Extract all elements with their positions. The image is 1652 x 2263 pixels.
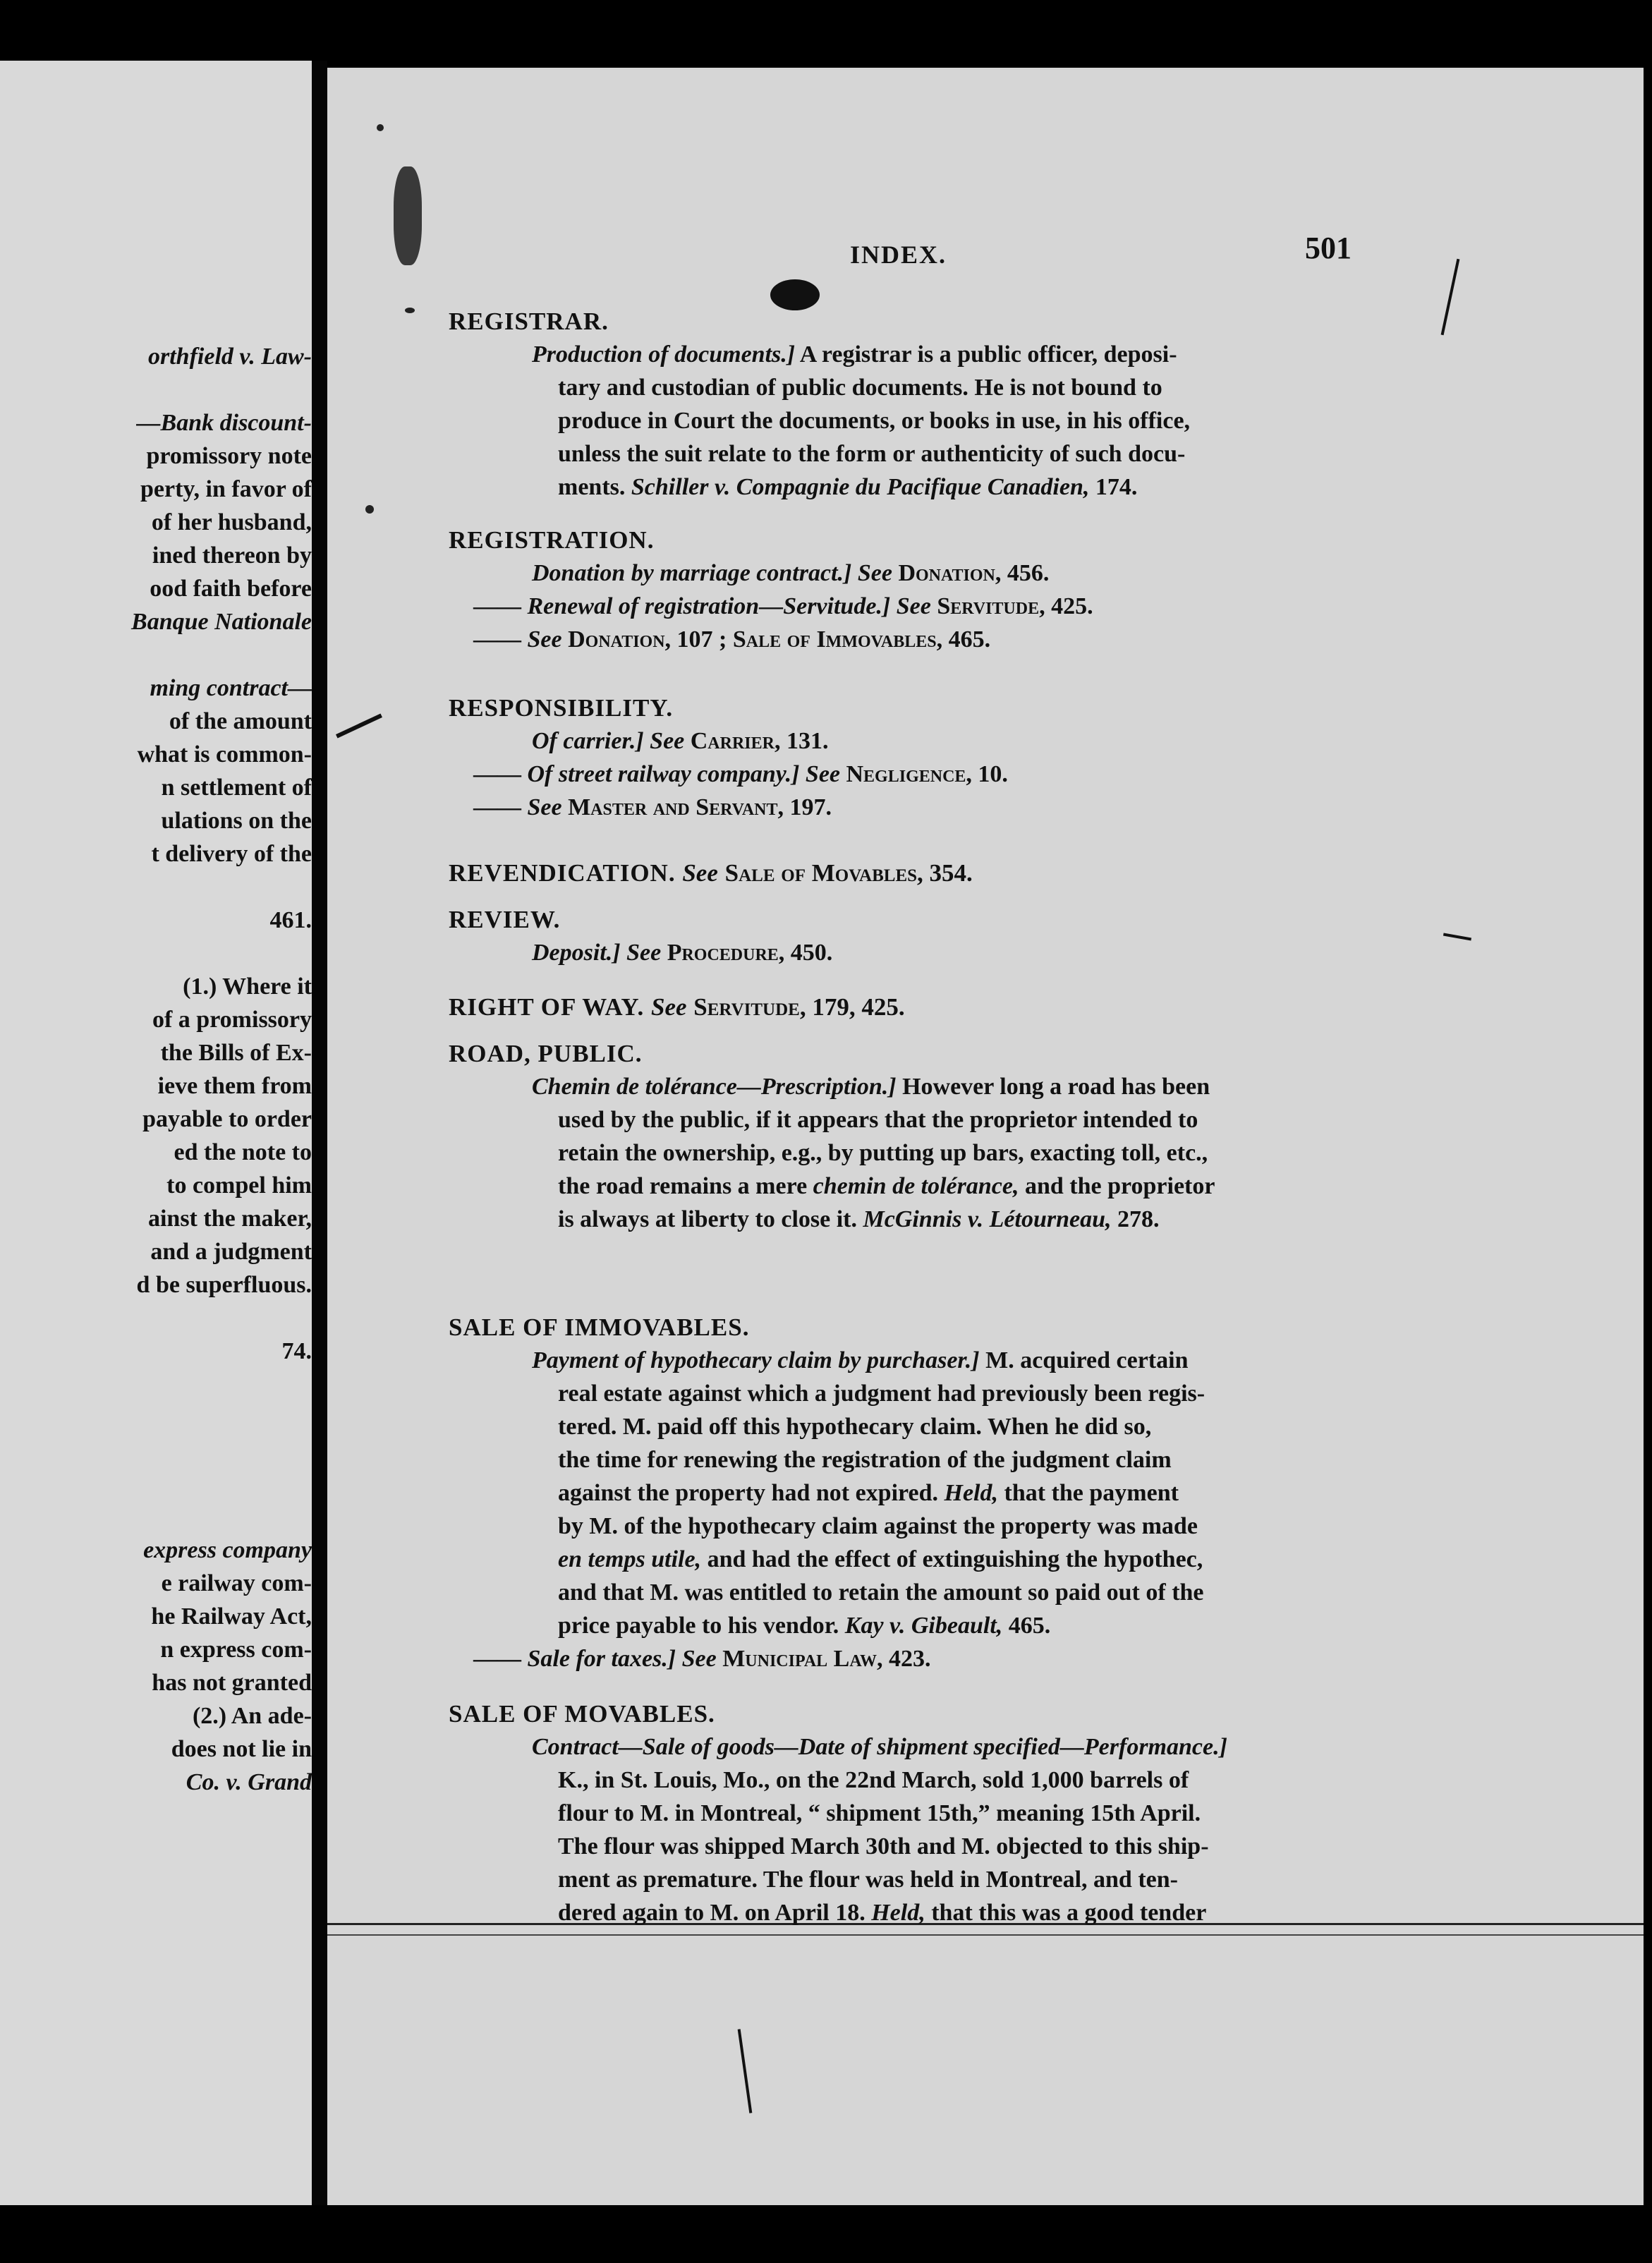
entry-registration [449, 523, 1366, 656]
facing-page-text-line: to compel him [166, 1172, 312, 1199]
facing-page-text-line: ainst the maker, [147, 1206, 312, 1232]
facing-page-text-line: what is common- [137, 741, 312, 768]
entry-heading: ROAD, PUBLIC. [449, 1040, 643, 1067]
pen-mark [738, 2029, 753, 2113]
entry-citation: ments. Schiller v. Compagnie du Pacifique Canadien, 174. [558, 474, 1138, 500]
facing-page-text-line: payable to order [142, 1106, 312, 1132]
pen-mark [1441, 259, 1460, 335]
entry-right-of-way [449, 990, 1366, 1024]
entry-text-line: the time for renewing the registration of the judgment claim [558, 1447, 1172, 1473]
facing-page-text-line: express company [143, 1537, 312, 1563]
facing-page-text-line: perty, in favor of [140, 476, 312, 502]
entry-crossref: —— Sale for taxes.] See Municipal Law, 423. [473, 1646, 931, 1672]
entry-text-line: produce in Court the documents, or books in use, in his office, [558, 408, 1191, 434]
entry-subtopic: Payment of hypothecary claim by purchaser.] M. acquired certain [532, 1347, 1189, 1373]
entry-road-public [449, 1037, 1366, 1236]
entry-subtopic: Chemin de tolérance—Prescription.] However long a road has been [532, 1074, 1210, 1100]
entry-registrar [449, 305, 1366, 504]
pen-mark [1443, 933, 1471, 941]
entry-heading: REVIEW. [449, 906, 561, 933]
entry-subtopic: Production of documents.] A registrar is a public officer, deposi- [532, 341, 1177, 368]
entry-text-line: en temps utile, and had the effect of extinguishing the hypothec, [558, 1546, 1203, 1572]
facing-page-text-line: Banque Nationale [131, 609, 312, 635]
ink-speck [405, 308, 415, 313]
entry-citation: is always at liberty to close it. McGinnis v. Létourneau, 278. [558, 1206, 1160, 1232]
facing-page-text-line: ed the note to [174, 1139, 312, 1165]
entry-responsibility [449, 691, 1366, 824]
facing-page-text-line: ieve them from [157, 1073, 312, 1099]
facing-page-text-line: d be superfluous. [136, 1272, 312, 1298]
pen-mark [336, 713, 382, 738]
ink-speck [377, 124, 384, 131]
bottom-rule-2 [327, 1934, 1644, 1936]
entry-heading: REGISTRAR. [449, 308, 609, 335]
running-head: INDEX. [850, 241, 947, 269]
facing-page-text-line: 74. [281, 1338, 312, 1364]
facing-page-text-line: has not granted [152, 1670, 312, 1696]
facing-page-text-line: and a judgment [150, 1239, 312, 1265]
facing-page-text-line: t delivery of the [151, 841, 312, 867]
entry-crossref: Of carrier.] See Carrier, 131. [532, 728, 829, 754]
entry-citation: price payable to his vendor. Kay v. Gibeault, 465. [558, 1613, 1051, 1639]
entry-crossref: —— See Donation, 107 ; Sale of Immovables, 465. [473, 626, 991, 653]
facing-page-text-line: Co. v. Grand [186, 1769, 312, 1795]
facing-page-text-line: —Bank discount- [136, 410, 312, 436]
entry-crossref: Deposit.] See Procedure, 450. [532, 940, 833, 966]
facing-page-text-line: ulations on the [161, 808, 312, 834]
facing-page-text-line: 461. [269, 907, 312, 933]
entry-crossref: —— Renewal of registration—Servitude.] See Servitude, 425. [473, 593, 1093, 619]
ink-speck [365, 505, 374, 514]
entry-heading: SALE OF IMMOVABLES. [449, 1313, 750, 1341]
entry-sale-of-movables [449, 1697, 1366, 1929]
facing-page-text-line: ood faith before [150, 576, 312, 602]
facing-page-text-line: ming contract— [150, 675, 312, 701]
facing-page-text-line: (2.) An ade- [192, 1703, 312, 1729]
facing-page-text-line: of a promissory [152, 1007, 312, 1033]
entry-text-line: the road remains a mere chemin de tolérance, and the proprietor [558, 1173, 1215, 1199]
facing-page-text-line: the Bills of Ex- [160, 1040, 312, 1066]
entry-text-line: tered. M. paid off this hypothecary claim. When he did so, [558, 1414, 1152, 1440]
facing-page-text-line: of the amount [169, 708, 312, 734]
entry-review [449, 903, 1366, 969]
entry-heading: REGISTRATION. [449, 526, 655, 554]
page-gutter [312, 61, 327, 2205]
entry-text-line: flour to M. in Montreal, “ shipment 15th,” meaning 15th April. [558, 1800, 1201, 1826]
left-facing-page [0, 61, 312, 2205]
entry-revendication [449, 856, 1366, 890]
entry-heading: REVENDICATION. See Sale of Movables, 354. [449, 859, 973, 887]
entry-crossref: Donation by marriage contract.] See Donation, 456. [532, 560, 1050, 586]
entry-text-line: retain the ownership, e.g., by putting up bars, exacting toll, etc., [558, 1140, 1208, 1166]
entry-text-line: used by the public, if it appears that the proprietor intended to [558, 1107, 1198, 1133]
entry-heading: SALE OF MOVABLES. [449, 1700, 715, 1728]
facing-page-text-line: does not lie in [171, 1736, 312, 1762]
entry-text-line: ment as premature. The flour was held in Montreal, and ten- [558, 1867, 1178, 1893]
facing-page-text-line: n settlement of [161, 775, 312, 801]
facing-page-text-line: ined thereon by [152, 542, 312, 569]
facing-page-text-line: he Railway Act, [151, 1603, 312, 1630]
entry-text-line: The flour was shipped March 30th and M. objected to this ship- [558, 1833, 1209, 1859]
entry-heading: RIGHT OF WAY. See Servitude, 179, 425. [449, 993, 905, 1021]
facing-page-text-line: of her husband, [151, 509, 312, 535]
entry-text-line: unless the suit relate to the form or authenticity of such docu- [558, 441, 1186, 467]
entry-text-line: by M. of the hypothecary claim against the property was made [558, 1513, 1198, 1539]
facing-page-text-line: orthfield v. Law- [148, 344, 312, 370]
entry-crossref: —— Of street railway company.] See Negligence, 10. [473, 761, 1008, 787]
ink-blot-margin [394, 166, 422, 265]
page-number: 501 [1305, 231, 1352, 265]
facing-page-text-line: n express com- [160, 1637, 312, 1663]
entry-text-line: K., in St. Louis, Mo., on the 22nd March, sold 1,000 barrels of [558, 1767, 1189, 1793]
facing-page-text-line: promissory note [146, 443, 312, 469]
entry-text-line: tary and custodian of public documents. He is not bound to [558, 375, 1162, 401]
entry-text-line: and that M. was entitled to retain the amount so paid out of the [558, 1579, 1204, 1606]
facing-page-text-line: (1.) Where it [183, 973, 312, 1000]
entry-crossref: —— See Master and Servant, 197. [473, 794, 832, 820]
entry-subtopic: Contract—Sale of goods—Date of shipment specified—Performance.] [532, 1734, 1227, 1760]
entry-text-line: against the property had not expired. Held, that the payment [558, 1480, 1179, 1506]
entry-text-line: dered again to M. on April 18. Held, that this was a good tender [558, 1900, 1207, 1926]
entry-heading: RESPONSIBILITY. [449, 694, 674, 722]
facing-page-text-line: e railway com- [161, 1570, 312, 1596]
entry-sale-of-immovables [449, 1311, 1366, 1675]
entry-text-line: real estate against which a judgment had previously been regis- [558, 1381, 1205, 1407]
